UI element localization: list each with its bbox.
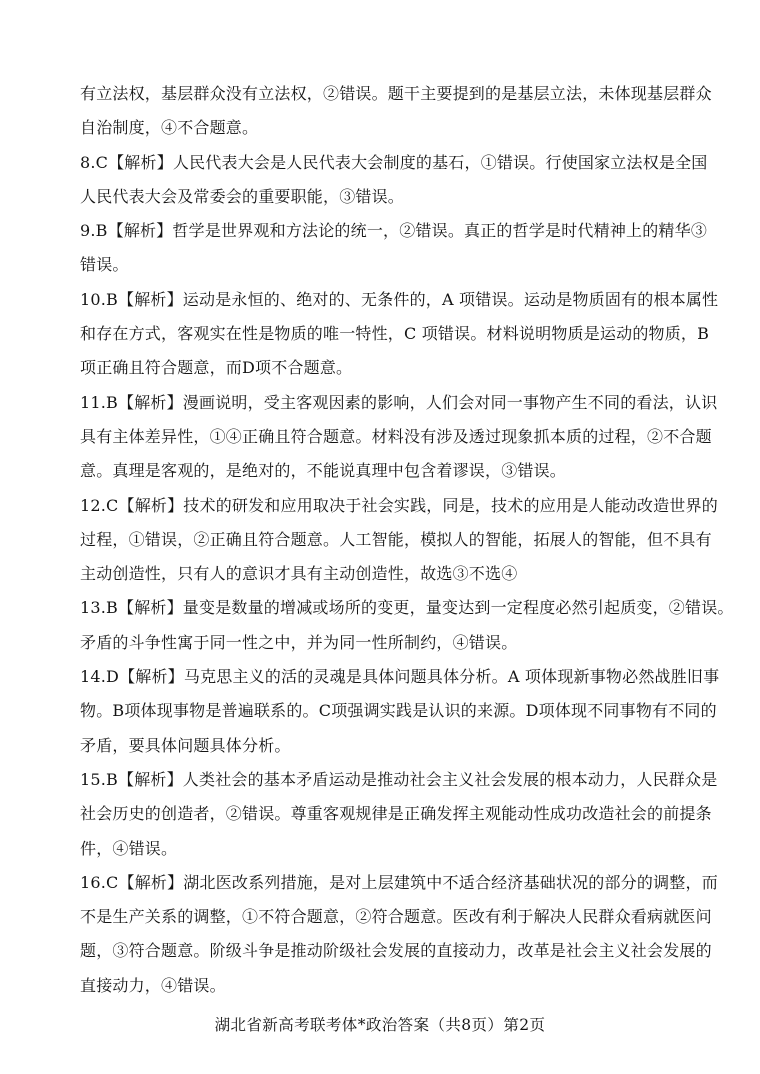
text-line: 题，③符合题意。阶级斗争是推动阶级社会发展的直接动力，改革是社会主义社会发展的 <box>80 941 712 961</box>
text-line: 具有主体差异性，①④正确且符合题意。材料没有涉及透过现象抓本质的过程，②不合题 <box>80 426 712 446</box>
text-line: 人民代表大会及常委会的重要职能，③错误。 <box>80 186 405 206</box>
text-line: 11.B【解析】漫画说明，受主客观因素的影响，人们会对同一事物产生不同的看法，认识 <box>80 392 718 412</box>
text-line: 有立法权，基层群众没有立法权，②错误。题干主要提到的是基层立法，未体现基层群众 <box>80 84 712 103</box>
text-line: 15.B【解析】人类社会的基本矛盾运动是推动社会主义社会发展的根本动力，人民群众是 <box>80 769 718 789</box>
text-line: 错误。 <box>80 255 129 275</box>
text-line: 物。B项体现事物是普遍联系的。C项强调实践是认识的来源。D项体现不同事物有不同的 <box>80 701 717 721</box>
text-line: 矛盾的斗争性寓于同一性之中，并为同一性所制约，④错误。 <box>80 632 518 652</box>
text-line: 14.D【解析】马克思主义的活的灵魂是具体问题具体分析。A 项体现新事物必然战胜旧事 <box>80 667 720 687</box>
page-footer: 湖北省新高考联考体*政治答案（共8页）第2页 <box>214 1016 546 1034</box>
text-line: 意。真理是客观的，是绝对的，不能说真理中包含着谬误，③错误。 <box>80 461 567 481</box>
text-line: 矛盾，要具体问题具体分析。 <box>80 735 291 755</box>
text-line: 自治制度，④不合题意。 <box>80 118 259 138</box>
text-line: 社会历史的创造者，②错误。尊重客观规律是正确发挥主观能动性成功改造社会的前提条 <box>80 804 712 824</box>
text-line: 16.C【解析】湖北医改系列措施，是对上层建筑中不适合经济基础状况的部分的调整，而 <box>80 872 718 892</box>
text-line: 主动创造性，只有人的意识才具有主动创造性，故选③不选④ <box>80 564 518 584</box>
text-line: 直接动力，④错误。 <box>80 975 226 995</box>
text-line: 8.C【解析】人民代表大会是人民代表大会制度的基石，①错误。行使国家立法权是全国 <box>80 152 708 172</box>
text-line: 件，④错误。 <box>80 838 178 858</box>
text-line: 10.B【解析】运动是永恒的、绝对的、无条件的，A 项错误。运动是物质固有的根本属性 <box>80 289 719 309</box>
text-line: 不是生产关系的调整，①不符合题意，②符合题意。医改有利于解决人民群众看病就医问 <box>80 907 712 927</box>
text-line: 9.B【解析】哲学是世界观和方法论的统一，②错误。真正的哲学是时代精神上的精华③ <box>80 221 708 241</box>
text-line: 项正确且符合题意，而D项不合题意。 <box>80 358 353 378</box>
text-line: 13.B【解析】量变是数量的增减或场所的变更，量变达到一定程度必然引起质变，②错误。 <box>80 598 734 618</box>
text-line: 过程，①错误，②正确且符合题意。人工智能，模拟人的智能，拓展人的智能，但不具有 <box>80 529 712 549</box>
text-line: 和存在方式，客观实在性是物质的唯一特性，C 项错误。材料说明物质是运动的物质，B <box>80 324 710 344</box>
answer-text-body <box>80 77 734 1003</box>
text-line: 12.C【解析】技术的研发和应用取决于社会实践，同是，技术的应用是人能动改造世界的 <box>80 495 718 515</box>
